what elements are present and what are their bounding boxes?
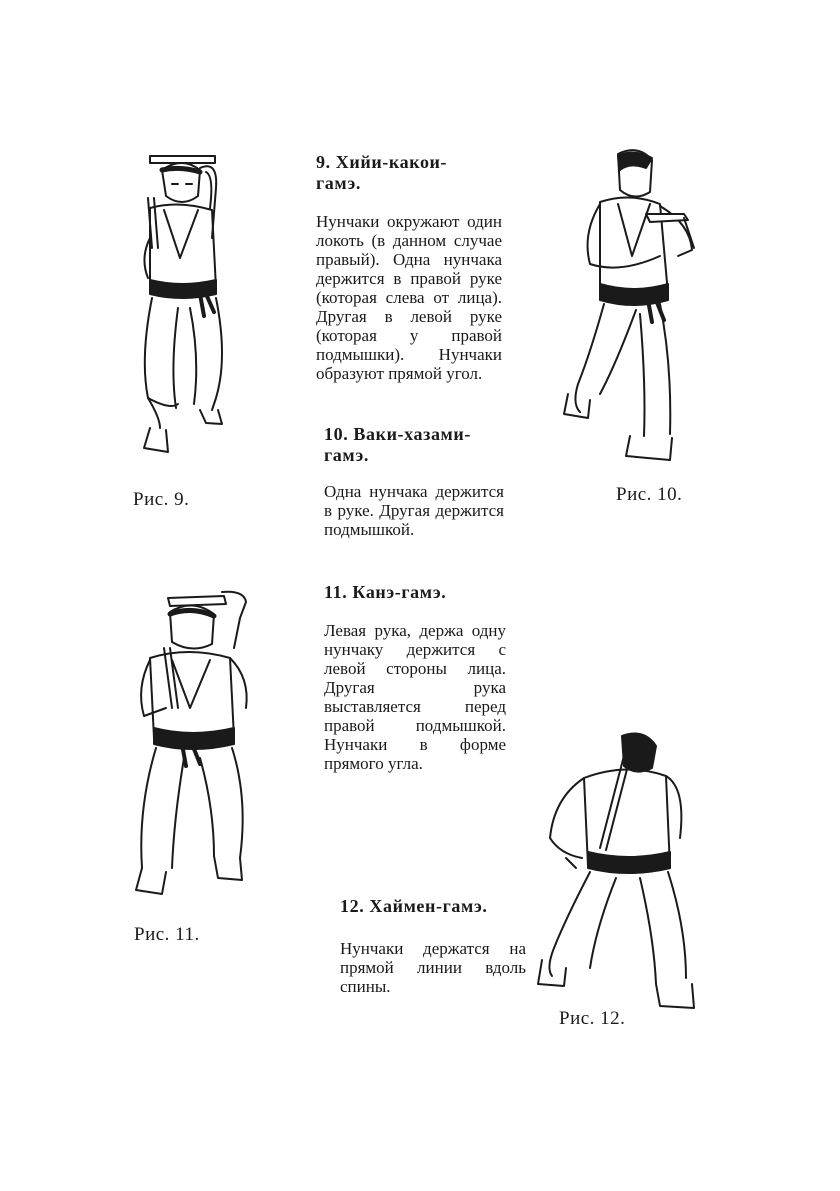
section-9 [316,152,502,383]
figure-12-caption: Рис. 12. [559,1008,626,1029]
figure-12-illustration [536,728,706,1013]
figure-10-illustration [560,144,710,474]
section-11 [324,582,506,773]
section-12 [340,896,526,996]
figure-11-caption: Рис. 11. [134,924,200,945]
section-10-body: Одна нунчака держится в руке. Другая держится подмышкой. [324,482,504,539]
section-11-body: Левая рука, держа одну нунчаку держится с левой стороны лица. Другая рука выставляется перед правой подмышкой. Нунчаки в форме прямого угла. [324,621,506,773]
section-12-heading: 12. Хаймен-гамэ. [340,896,488,916]
section-9-heading: 9. Хийи-какои-гамэ. [316,152,448,193]
section-9-body: Нунчаки окружают один локоть (в данном случае правый). Одна нунчака держится в правой руке (которая слева от лица). Другая в левой руке (которая у правой подмышки). Нунчаки образуют прямой угол. [316,212,502,383]
section-12-body: Нунчаки держатся на прямой линии вдоль спины. [340,939,526,996]
section-10 [324,424,504,539]
section-11-heading: 11. Канэ-гамэ. [324,582,447,602]
figure-9-caption: Рис. 9. [133,489,190,510]
figure-10-caption: Рис. 10. [616,484,683,505]
section-10-heading: 10. Ваки-хазами-гамэ. [324,424,471,465]
figure-11-illustration [122,588,262,908]
figure-9-illustration [120,148,245,468]
